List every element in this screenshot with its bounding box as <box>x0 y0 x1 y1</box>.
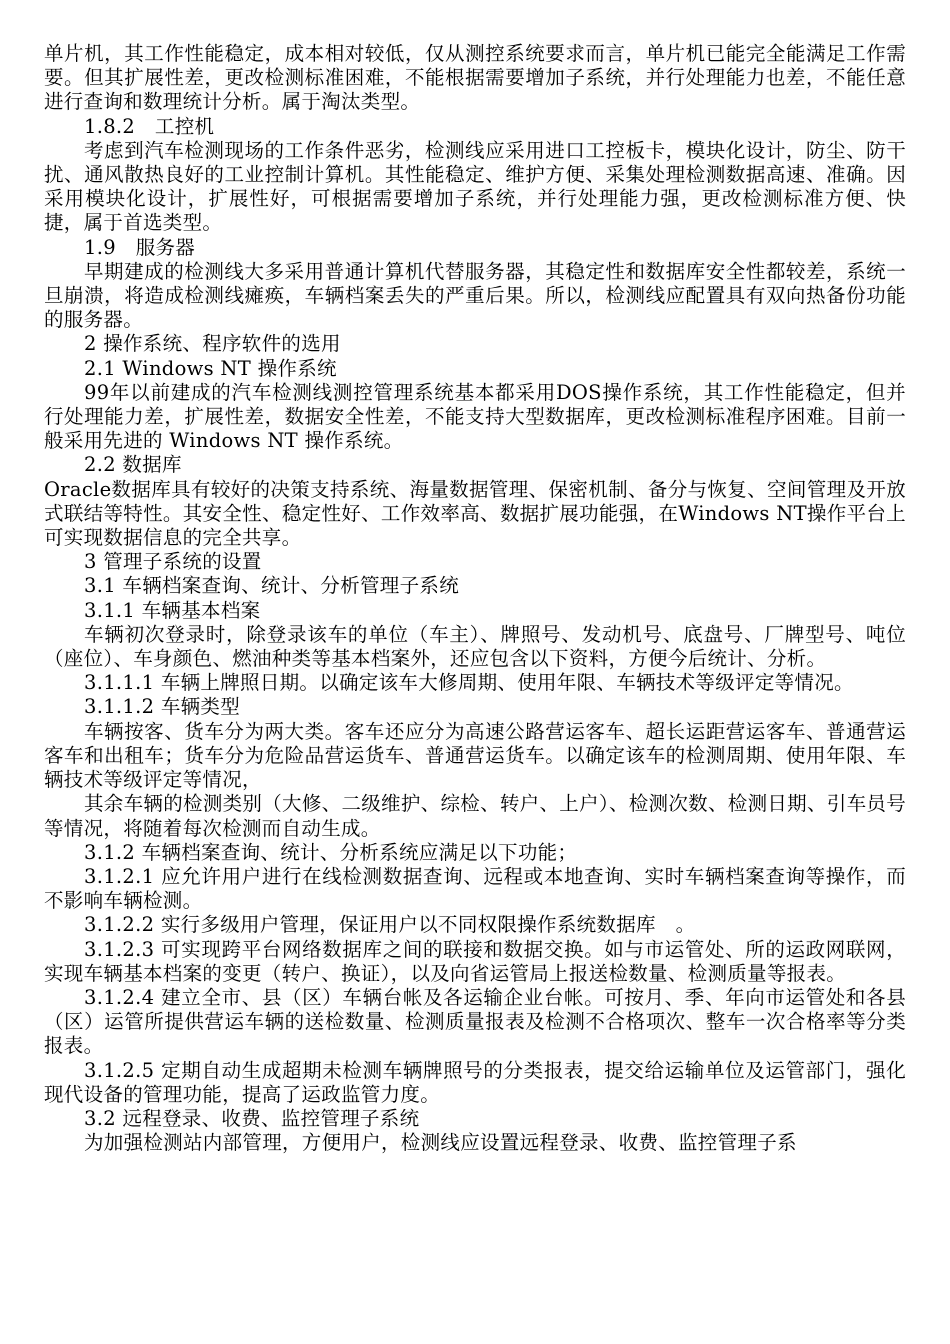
paragraph-vehicle-types: 车辆按客、货车分为两大类。客车还应分为高速公路营运客车、超长运距营运客车、普通营运客车和出租车；货车分为危险品营运货车、普通营运货车。以确定该车的检测周期、使用年限、车辆技术等级评定等情况， <box>44 719 906 792</box>
section-heading-3-2: 3.2 远程登录、收费、监控管理子系统 <box>84 1106 420 1130</box>
paragraph-server: 早期建成的检测线大多采用普通计算机代替服务器，其稳定性和数据库安全性都较差，系统一旦崩溃，将造成检测线瘫痪，车辆档案丢失的严重后果。所以，检测线应配置具有双向热备份功能的服务器。 <box>44 259 906 332</box>
paragraph-intro: 单片机，其工作性能稳定，成本相对较低，仅从测控系统要求而言，单片机已能完全能满足工作需要。但其扩展性差，更改检测标准困难，不能根据需要增加子系统，并行处理能力也差，不能任意进行查询和数理统计分析。属于淘汰类型。 <box>44 42 906 114</box>
paragraph-3-1-2-4: 3.1.2.4 建立全市、县（区）车辆台帐及各运输企业台帐。可按月、季、年向市运管处和各县（区）运管所提供营运车辆的送检数量、检测质量报表及检测不合格项次、整车一次合格率等分类报表。 <box>44 985 906 1058</box>
section-heading-3: 3 管理子系统的设置 <box>84 550 262 574</box>
paragraph-oracle: Oracle数据库具有较好的决策支持系统、海量数据管理、保密机制、备分与恢复、空间管理及开放式联结等特性。其安全性、稳定性好、工作效率高、数据扩展功能强，在Windows NT操作平台上可实现数据信息的完全共享。 <box>44 477 906 550</box>
paragraph-remote-login: 为加强检测站内部管理，方便用户，检测线应设置远程登录、收费、监控管理子系 <box>84 1131 797 1155</box>
section-heading-1-9: 1.9 服务器 <box>84 235 196 259</box>
paragraph-3-1-2-1: 3.1.2.1 应允许用户进行在线检测数据查询、远程或本地查询、实时车辆档案查询等操作，而不影响车辆检测。 <box>44 864 906 913</box>
section-heading-2: 2 操作系统、程序软件的选用 <box>84 332 341 356</box>
section-heading-3-1-1-2: 3.1.1.2 车辆类型 <box>84 695 241 719</box>
paragraph-3-1-2-3: 3.1.2.3 可实现跨平台网络数据库之间的联接和数据交换。如与市运管处、所的运政网联网，实现车辆基本档案的变更（转户、换证），以及向省运管局上报送检数量、检测质量等报表。 <box>44 937 906 985</box>
paragraph-3-1-1-1: 3.1.1.1 车辆上牌照日期。以确定该车大修周期、使用年限、车辆技术等级评定等情况。 <box>84 671 854 695</box>
section-heading-3-1-2: 3.1.2 车辆档案查询、统计、分析系统应满足以下功能； <box>84 840 578 864</box>
section-heading-2-2: 2.2 数据库 <box>84 453 182 477</box>
paragraph-vehicle-registration: 车辆初次登录时，除登录该车的单位（车主）、牌照号、发动机号、底盘号、厂牌型号、吨位（座位）、车身颜色、燃油种类等基本档案外，还应包含以下资料，方便今后统计、分析。 <box>44 622 906 671</box>
section-heading-1-8-2: 1.8.2 工控机 <box>84 114 215 138</box>
paragraph-3-1-2-5: 3.1.2.5 定期自动生成超期未检测车辆牌照号的分类报表，提交给运输单位及运管部门，强化现代设备的管理功能，提高了运政监管力度。 <box>44 1058 906 1106</box>
section-heading-3-1: 3.1 车辆档案查询、统计、分析管理子系统 <box>84 574 460 598</box>
section-heading-2-1: 2.1 Windows NT 操作系统 <box>84 356 337 380</box>
paragraph-windows-nt: 99年以前建成的汽车检测线测控管理系统基本都采用DOS操作系统，其工作性能稳定，但并行处理能力差，扩展性差，数据安全性差，不能支持大型数据库，更改检测标准程序困难。目前一般采用先进的 Windows NT 操作系统。 <box>44 380 906 453</box>
paragraph-3-1-2-2: 3.1.2.2 实行多级用户管理，保证用户以不同权限操作系统数据库 。 <box>84 913 696 937</box>
paragraph-ipc: 考虑到汽车检测现场的工作条件恶劣，检测线应采用进口工控板卡，模块化设计，防尘、防干扰、通风散热良好的工业控制计算机。其性能稳定、维护方便、采集处理检测数据高速、准确。因采用模块化设计，扩展性好，可根据需要增加子系统，并行处理能力强，更改检测标准方便、快捷，属于首选类型。 <box>44 138 906 235</box>
paragraph-other-records: 其余车辆的检测类别（大修、二级维护、综检、转户、上户）、检测次数、检测日期、引车员号等情况，将随着每次检测而自动生成。 <box>44 792 906 840</box>
section-heading-3-1-1: 3.1.1 车辆基本档案 <box>84 598 261 622</box>
